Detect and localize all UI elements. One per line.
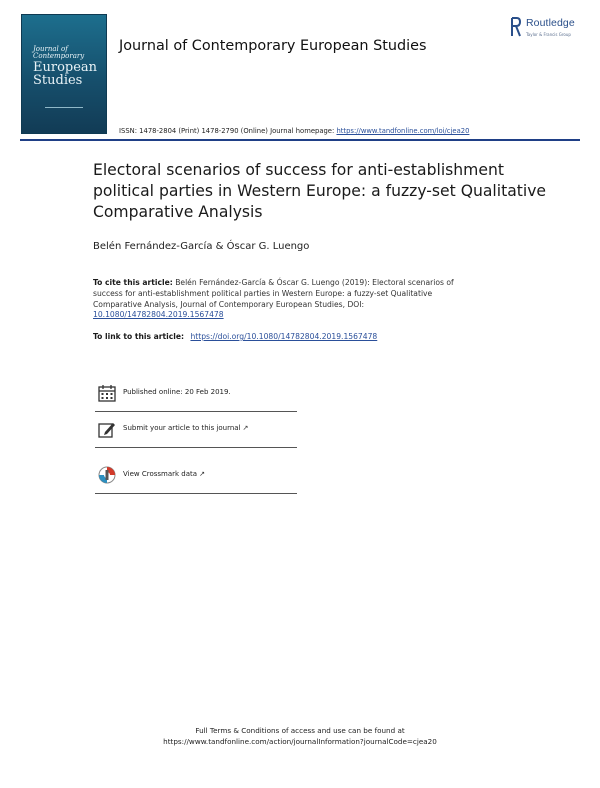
routledge-logo — [511, 16, 591, 46]
external-link-icon: ↗ — [242, 424, 249, 432]
submit-article-link[interactable] — [123, 424, 248, 432]
issn-line — [119, 127, 469, 135]
calendar-icon — [98, 384, 116, 402]
cover-title — [33, 46, 99, 87]
citation-label: To cite this article: — [93, 278, 173, 287]
article-title: Electoral scenarios of success for anti-establishment political parties in Western Europe: a fuzzy-set Qualitative Comparative Analysis — [93, 161, 547, 221]
external-link-icon: ↗ — [199, 470, 205, 478]
crossmark-text: View Crossmark data — [123, 470, 198, 478]
publisher-name: Routledge — [526, 17, 575, 29]
issn-text: ISSN: 1478-2804 (Print) 1478-2790 (Online) Journal homepage: — [119, 127, 335, 135]
published-online-row — [95, 375, 297, 412]
journal-name: Journal of Contemporary European Studies — [119, 38, 427, 54]
page-footer — [0, 725, 600, 747]
cover-publisher-mark — [45, 107, 83, 120]
submit-article-text: Submit your article to this journal — [123, 424, 241, 432]
article-doi-link[interactable]: https://doi.org/10.1080/14782804.2019.1567478 — [190, 332, 378, 341]
crossmark-icon — [98, 466, 116, 484]
footer-terms-link[interactable]: https://www.tandfonline.com/action/journalInformation?journalCode=cjea20 — [163, 737, 437, 746]
cover-title-line: European — [33, 60, 98, 75]
published-online-text: Published online: 20 Feb 2019. — [123, 388, 231, 396]
citation-doi-link[interactable]: 10.1080/14782804.2019.1567478 — [93, 310, 224, 320]
publisher-tagline: Taylor & Francis Group — [526, 32, 571, 37]
journal-cover-image — [21, 14, 107, 134]
cover-title-line: Contemporary — [33, 52, 85, 60]
article-authors: Belén Fernández-García & Óscar G. Luengo — [93, 241, 310, 252]
header-divider — [20, 139, 580, 141]
crossmark-row[interactable] — [95, 457, 297, 494]
article-link-row — [93, 332, 377, 341]
routledge-logo-icon — [511, 16, 521, 38]
submit-article-row[interactable] — [95, 411, 297, 448]
citation-block — [93, 278, 473, 321]
cover-title-line: Studies — [33, 73, 83, 88]
footer-terms-text: Full Terms & Conditions of access and use can be found at — [195, 726, 405, 735]
citation-text: Belén Fernández-García & Óscar G. Luengo (2019): Electoral scenarios of success for anti-establishment political parties in Western Europe: a fuzzy-set Qualitative Comparative Analysis, Journal of Contemporary European Studies, DOI: — [93, 278, 454, 309]
article-link-label: To link to this article: — [93, 332, 185, 341]
crossmark-link[interactable] — [123, 470, 205, 478]
cover-title-line: Journal of — [33, 45, 68, 53]
edit-icon — [98, 420, 116, 438]
journal-homepage-link[interactable]: https://www.tandfonline.com/loi/cjea20 — [336, 127, 470, 135]
